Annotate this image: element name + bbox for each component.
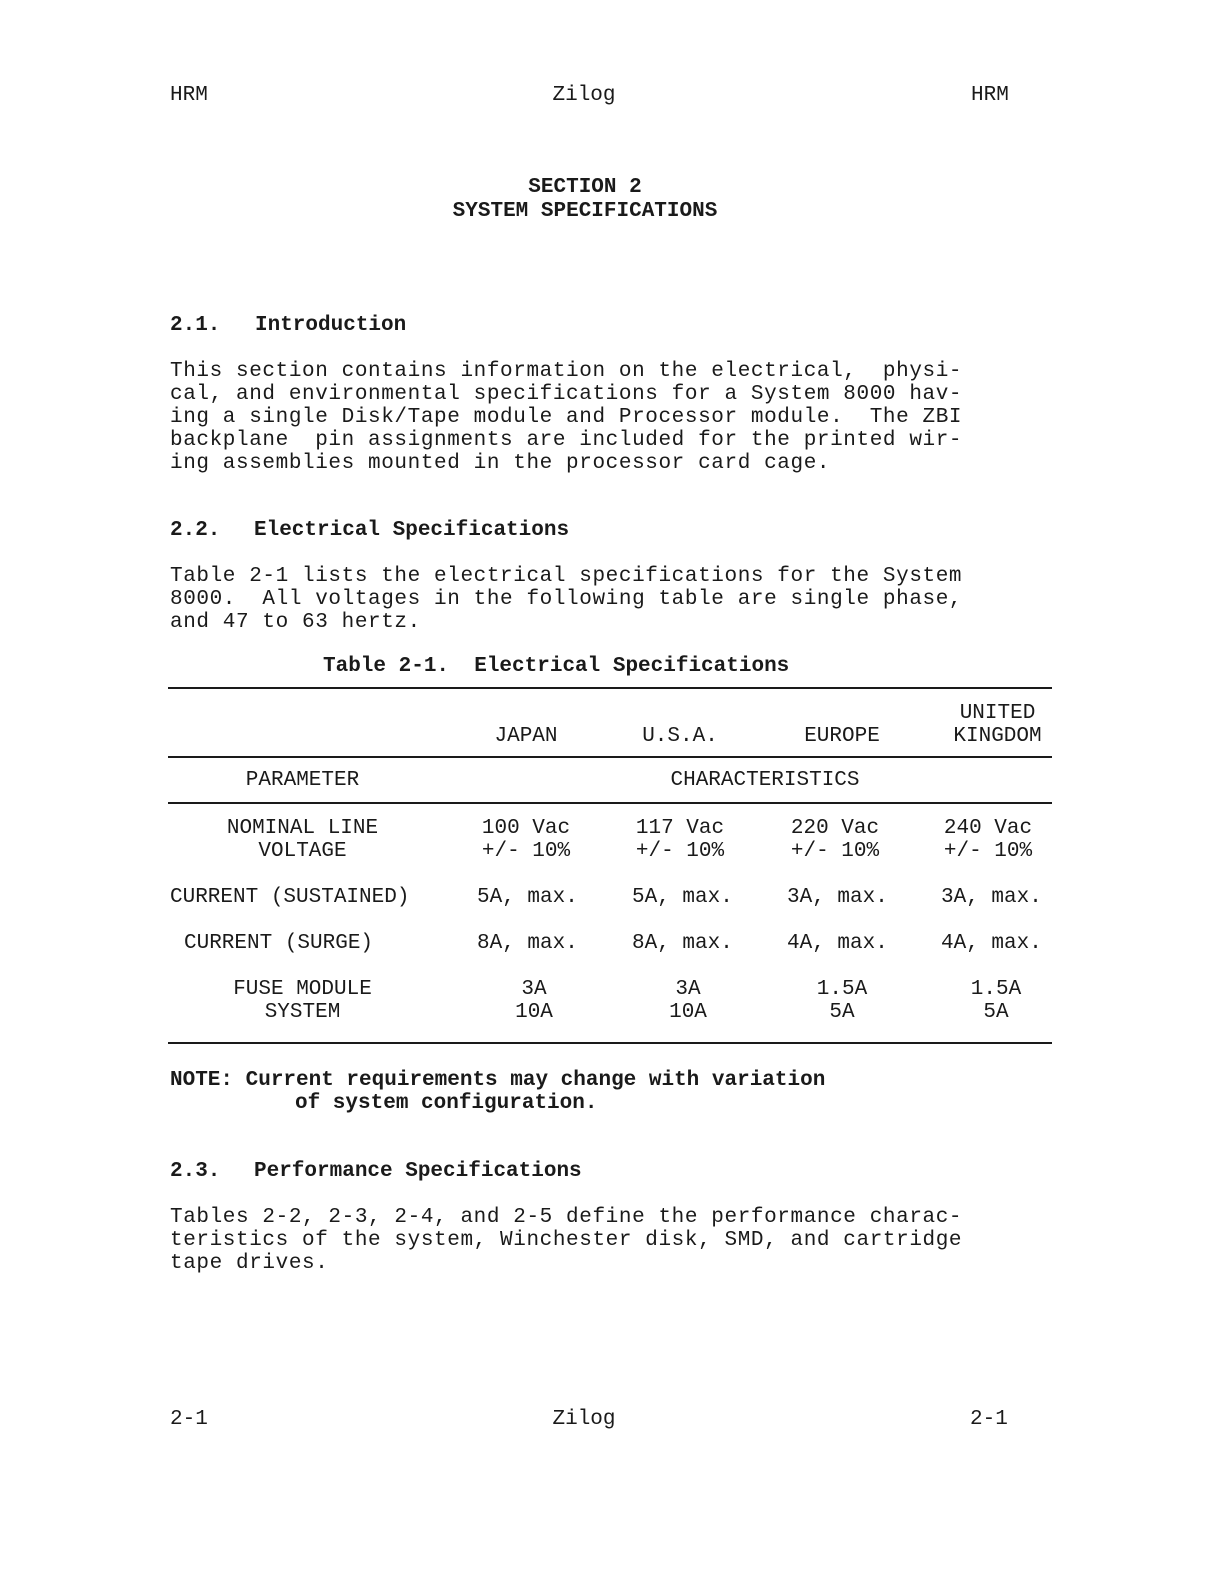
footer-left: 2-1	[170, 1408, 208, 1431]
note-line-1: NOTE: Current requirements may change with variation	[170, 1069, 826, 1092]
row-value: 100 Vac +/- 10%	[481, 817, 571, 863]
section-number: SECTION 2	[528, 176, 642, 199]
footer-center: Zilog	[552, 1408, 616, 1431]
col-header-usa: U.S.A.	[642, 725, 718, 748]
intro-paragraph	[170, 360, 1030, 475]
header-left: HRM	[170, 84, 208, 107]
row-value: 4A, max.	[787, 932, 888, 955]
row-value: 1.5A 5A	[816, 978, 868, 1024]
table-top-rule	[168, 687, 1052, 689]
performance-heading-number: 2.3.	[170, 1160, 221, 1183]
electrical-heading-number: 2.2.	[170, 519, 221, 542]
col-header-uk: UNITED KINGDOM	[953, 702, 1042, 748]
intro-line: ing assemblies mounted in the processor card cage.	[170, 452, 831, 475]
row-value: 4A, max.	[941, 932, 1042, 955]
intro-line: ing a single Disk/Tape module and Processor module. The ZBI	[170, 406, 963, 429]
row-value: 3A 10A	[669, 978, 707, 1024]
row-param-current-sustained: CURRENT (SUSTAINED)	[170, 886, 410, 909]
row-value: 1.5A 5A	[970, 978, 1022, 1024]
note-line-2: of system configuration.	[295, 1092, 598, 1115]
characteristics-header: CHARACTERISTICS	[670, 769, 860, 792]
row-param-fuse: FUSE MODULE SYSTEM	[233, 978, 372, 1024]
intro-line: backplane pin assignments are included for the printed wir-	[170, 429, 963, 452]
row-value: 3A, max.	[787, 886, 888, 909]
intro-heading-number: 2.1.	[170, 314, 221, 337]
row-value: 8A, max.	[477, 932, 578, 955]
row-value: 3A 10A	[515, 978, 553, 1024]
performance-line: teristics of the system, Winchester disk, SMD, and cartridge	[170, 1229, 963, 1252]
row-value: 5A, max.	[477, 886, 578, 909]
performance-paragraph	[170, 1206, 1030, 1275]
row-value: 220 Vac +/- 10%	[790, 817, 880, 863]
row-value: 117 Vac +/- 10%	[635, 817, 725, 863]
electrical-paragraph	[170, 565, 1030, 634]
row-value: 240 Vac +/- 10%	[943, 817, 1033, 863]
performance-heading-text: Performance Specifications	[254, 1160, 582, 1183]
col-header-europe: EUROPE	[804, 725, 880, 748]
row-param-nominal-line-voltage: NOMINAL LINE VOLTAGE	[226, 817, 379, 863]
intro-line: cal, and environmental specifications for a System 8000 hav-	[170, 383, 963, 406]
header-center: Zilog	[552, 84, 616, 107]
header-right: HRM	[971, 84, 1009, 107]
row-param-current-surge: CURRENT (SURGE)	[184, 932, 374, 955]
row-value: 8A, max.	[632, 932, 733, 955]
footer-right: 2-1	[970, 1408, 1008, 1431]
electrical-line: and 47 to 63 hertz.	[170, 611, 421, 634]
param-header: PARAMETER	[245, 769, 360, 792]
electrical-line: 8000. All voltages in the following table are single phase,	[170, 588, 963, 611]
table-header-rule	[168, 756, 1052, 758]
intro-heading-text: Introduction	[255, 314, 407, 337]
electrical-heading-text: Electrical Specifications	[254, 519, 570, 542]
section-title: SYSTEM SPECIFICATIONS	[452, 200, 718, 223]
electrical-line: Table 2-1 lists the electrical specifications for the System	[170, 565, 963, 588]
row-value: 3A, max.	[941, 886, 1042, 909]
table-bottom-rule	[168, 1042, 1052, 1044]
table-subheader-rule	[168, 802, 1052, 804]
row-value: 5A, max.	[632, 886, 733, 909]
intro-line: This section contains information on the electrical, physi-	[170, 360, 963, 383]
col-header-japan: JAPAN	[494, 725, 558, 748]
performance-line: tape drives.	[170, 1252, 329, 1275]
performance-line: Tables 2-2, 2-3, 2-4, and 2-5 define the performance charac-	[170, 1206, 963, 1229]
table-caption: Table 2-1. Electrical Specifications	[323, 655, 790, 678]
